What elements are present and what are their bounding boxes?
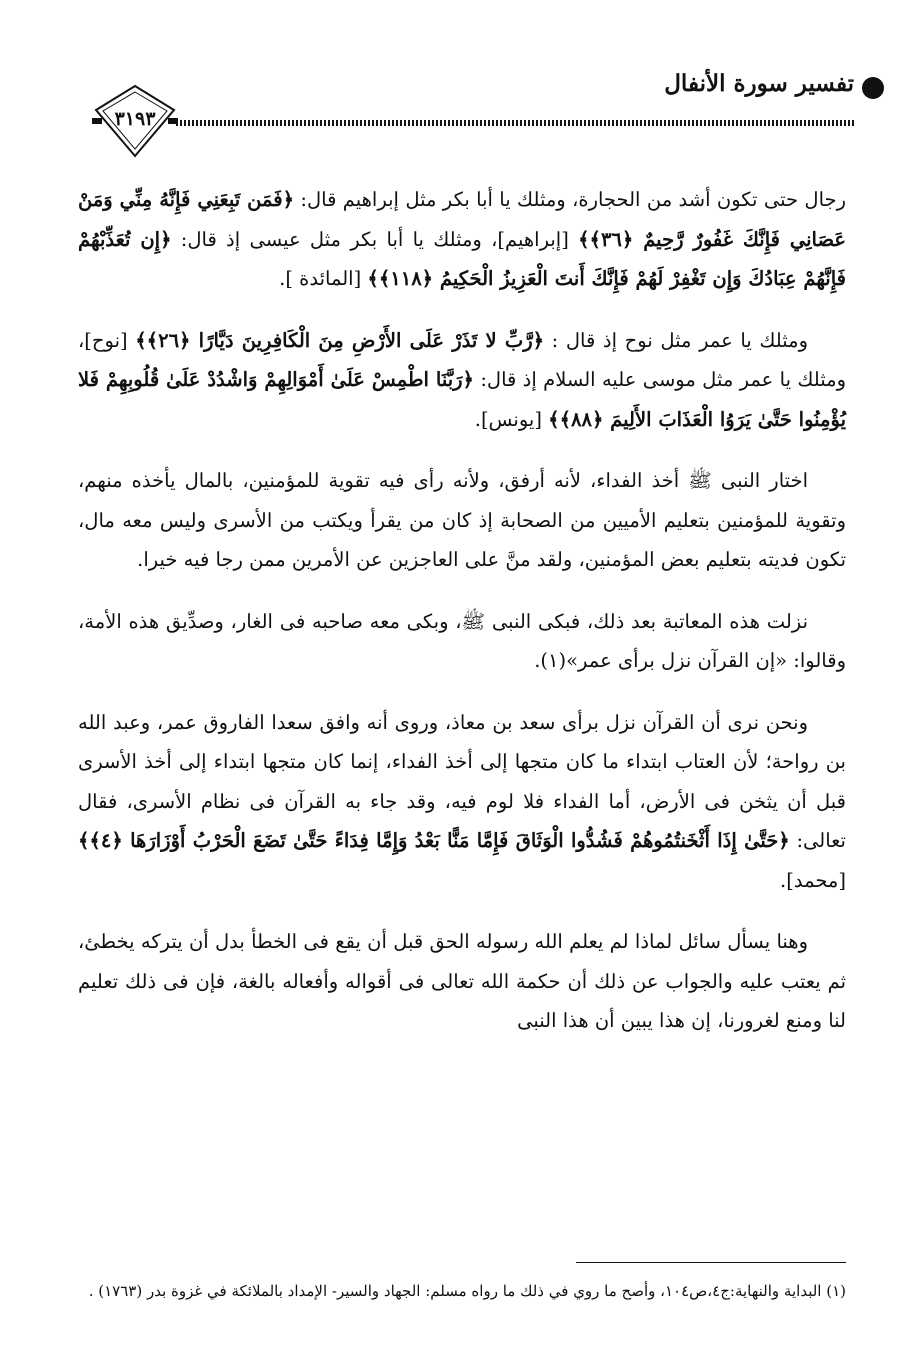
page-header: [90, 68, 854, 158]
text-segment: [يونس].: [474, 407, 549, 431]
quran-verse: ﴿إِن تُعَذِّبْهُمْ فَإِنَّهُمْ عِبَادُكَ وَإِن تَغْفِرْ لَهُمْ فَإِنَّكَ أَنتَ الْعَزِيزُ الْحَكِيمُ ﴿١١٨﴾﴾: [78, 227, 846, 290]
page-number-badge: [90, 80, 180, 162]
header-rule: [176, 120, 854, 126]
page-body: [78, 180, 846, 1063]
text-segment: ونحن نرى أن القرآن نزل برأى سعد بن معاذ، وروى أنه وافق سعدا الفاروق عمر، وعبد الله بن رواحة؛ لأن العتاب ابتداء ما كان متجها إلى أخذ الفداء، إنما كان متجها ابتداء إلى أخذ الأسرى قبل أن يثخن فى الأرض، أما الفداء فلا لوم فيه، وقد جاء به القرآن فى نظام الأسرى، فقال تعالى:: [78, 710, 846, 852]
paragraph-2: [78, 321, 846, 440]
footnote-1: (١) البداية والنهاية:ج٤،ص١٠٤، وأصح ما روي في ذلك ما رواه مسلم: الجهاد والسير- الإمداد بالملائكة في غزوة بدر (١٧٦٣) .: [88, 1282, 846, 1300]
text-segment: نزلت هذه المعاتبة بعد ذلك، فبكى النبى ﷺ، وبكى معه صاحبه فى الغار، وصدِّيق هذه الأمة، وقالوا: «إن القرآن نزل برأى عمر»(١).: [78, 609, 846, 672]
text-segment: ومثلك يا عمر مثل نوح إذ قال :: [544, 328, 809, 352]
text-segment: [إبراهيم]، ومثلك يا أبا بكر مثل عيسى إذ قال:: [171, 227, 579, 251]
paragraph-6: [78, 922, 846, 1041]
footnotes: [78, 1276, 846, 1306]
quran-verse: ﴿رَّبِّ لا تَذَرْ عَلَى الأَرْضِ مِنَ الْكَافِرِينَ دَيَّارًا ﴿٢٦﴾﴾: [135, 328, 545, 352]
quran-verse: ﴿حَتَّىٰ إِذَا أَثْخَنتُمُوهُمْ فَشُدُّوا الْوَثَاقَ فَإِمَّا مَنًّا بَعْدُ وَإِمَّا فِدَاءً حَتَّىٰ تَضَعَ الْحَرْبُ أَوْزَارَهَا ﴿٤﴾﴾: [78, 829, 790, 852]
paragraph-1: [78, 180, 846, 299]
footnote-separator: [576, 1262, 846, 1263]
text-segment: وهنا يسأل سائل لماذا لم يعلم الله رسوله الحق قبل أن يقع فى الخطأ بدل أن يتركه يخطئ، ثم يعتب عليه والجواب عن ذلك أن حكمة الله تعالى فى أقواله وأفعاله بالغة، فإن فى ذلك تعليم لنا ومنع لغرورنا، إن هذا يبين أن هذا النبى: [78, 930, 846, 1032]
text-segment: [نوح]، ومثلك يا عمر مثل موسى عليه السلام إذ قال:: [78, 328, 846, 391]
paragraph-5: [78, 703, 846, 901]
paragraph-4: [78, 602, 846, 681]
quran-verse: ﴿رَبَّنَا اطْمِسْ عَلَىٰ أَمْوَالِهِمْ وَاشْدُدْ عَلَىٰ قُلُوبِهِمْ فَلا يُؤْمِنُوا حَتَّىٰ يَرَوُا الْعَذَابَ الأَلِيمَ ﴿٨٨﴾﴾: [78, 368, 846, 431]
text-segment: اختار النبى ﷺ أخذ الفداء، لأنه أرفق، ولأنه رأى فيه تقوية للمؤمنين، بالمال يأخذه منهم، وتقوية للمؤمنين بتعليم الأميين من الصحابة إذ كان من يقرأ ويكتب من الأسرى وليس معه مال، تكون فديته بتعليم بعض المؤمنين، ولقد منَّ على العاجزين عن الأمرين ممن رجا فيه خيرا.: [78, 469, 846, 571]
chapter-title: تفسير سورة الأنفال: [664, 70, 854, 97]
text-segment: [محمد].: [780, 868, 846, 892]
ornament-icon: [862, 77, 884, 99]
text-segment: [المائدة ].: [279, 267, 368, 290]
page-number: ٣١٩٣: [114, 108, 156, 130]
paragraph-3: [78, 461, 846, 580]
text-segment: رجال حتى تكون أشد من الحجارة، ومثلك يا أبا بكر مثل إبراهيم قال:: [294, 188, 846, 211]
quran-verse: ﴿فَمَن تَبِعَنِي فَإِنَّهُ مِنِّي وَمَنْ عَصَانِي فَإِنَّكَ غَفُورٌ رَّحِيمٌ ﴿٣٦﴾﴾: [78, 188, 846, 251]
